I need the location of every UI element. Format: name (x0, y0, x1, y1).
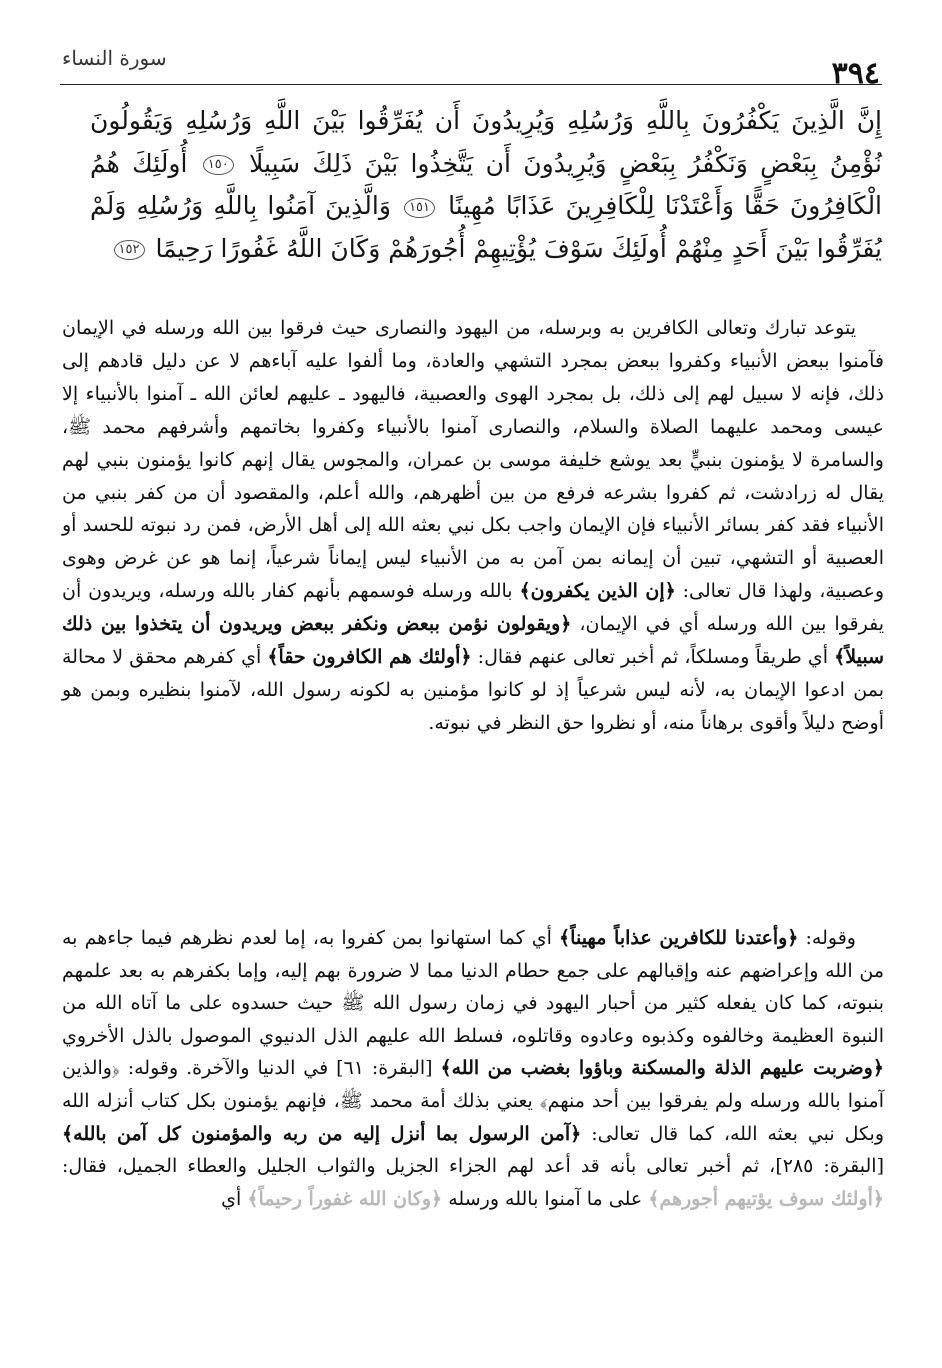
quran-quote: ﴿وأعتدنا للكافرين عذاباً مهيناً﴾ (559, 927, 799, 949)
page-header (62, 38, 880, 91)
verse-number-marker: ١٥٢ (114, 240, 145, 260)
header-divider (60, 84, 882, 85)
quran-quote: ﴿آمن الرسول بما أنزل إليه من ربه والمؤمنون كل آمن بالله﴾ (62, 1122, 582, 1145)
verse-150-text: إِنَّ الَّذِينَ يَكْفُرُونَ بِاللَّهِ وَرُسُلِهِ وَيُرِيدُونَ أَن يُفَرِّقُوا بَيْنَ اللَّهِ وَرُسُلِهِ وَيَقُولُونَ نُؤْمِنُ بِبَعْضٍ وَنَكْفُرُ بِبَعْضٍ وَيُرِيدُونَ أَن يَتَّخِذُوا بَيْنَ ذَلِكَ سَبِيلًا (90, 106, 882, 178)
tafsir-text: أي طريقاً ومسلكاً، ثم أخبر تعالى عنهم فقال: (471, 646, 835, 669)
quran-quote: ﴿إن الذين يكفرون﴾ (519, 580, 676, 603)
quran-quote: ﴿أولئك هم الكافرون حقاً﴾ (267, 646, 472, 669)
verse-number-marker: ١٥١ (404, 198, 435, 218)
page-number: ٣٩٤ (831, 56, 880, 91)
quran-quote: ﴿وكان الله غفوراً رحيماً﴾ (247, 1187, 443, 1210)
tafsir-text: يتوعد تبارك وتعالى الكافرين به وبرسله، من اليهود والنصارى حيث فرقوا بين الله ورسله في الإيمان فآمنوا ببعض الأنبياء وكفروا ببعض بمجرد التشهي والعادة، وما ألفوا عليه آباءهم لا عن دليل قادهم إلى ذلك، فإنه لا سبيل لهم إلى ذلك، بل بمجرد الهوى والعصبية، فاليهود ـ عليهم لعائن الله ـ آمنوا بالأنبياء إلا عيسى ومحمد عليهما الصلاة والسلام، والنصارى آمنوا بالأنبياء وكفروا بخاتمهم وأشرفهم محمد ﷺ، والسامرة لا يؤمنون بنبيٍّ بعد يوشع خليفة موسى بن عمران، والمجوس يقال إنهم كانوا يؤمنون بنبي لهم يقال له زرادشت، ثم كفروا بشرعه فرفع من بين أظهرهم، والله أعلم، والمقصود أن من كفر بنبي من الأنبياء فقد كفر بسائر الأنبياء فإن الإيمان واجب بكل نبي بعثه الله إلى أهل الأرض، فمن رد نبوته للحسد أو العصبية أو التشهي، تبين أن إيمانه بمن آمن به من الأنبياء ليس إيماناً شرعياً، إنما هو عن غرض وهوى وعصبية، ولهذا قال تعالى: (62, 317, 884, 603)
tafsir-text: وقوله: (798, 927, 856, 949)
quran-verses (90, 100, 882, 270)
tafsir-paragraph-2 (62, 922, 884, 1215)
verse-151-text: أُولَئِكَ هُمُ الْكَافِرُونَ حَقًّا وَأَعْتَدْنَا لِلْكَافِرِينَ عَذَابًا مُهِينًا (90, 148, 883, 220)
quran-quote: ﴿وضربت عليهم الذلة والمسكنة وباؤوا بغضب من الله﴾ (440, 1057, 884, 1080)
quran-quote: ﴿ويقولون نؤمن ببعض ونكفر ببعض ويريدون أن يتخذوا بين ذلك سبيلاً﴾ (62, 613, 884, 669)
tafsir-text: أي كما استهانوا بمن كفروا به، إما لعدم نظرهم فيما جاءهم به من الله وإعراضهم عنه وإقبالهم على جمع حطام الدنيا مما لا ضرورة بهم إليه، وإما بكفرهم به بعد علمهم بنبوته، كما كان يفعله كثير من أحبار اليهود في زمان رسول الله ﷺ حيث حسدوه على ما آتاه الله من النبوة العظيمة وخالفوه وكذبوه وعادوه وقاتلوه، فسلط الله عليهم الذل الدنيوي الموصول بالذل الأخروي (62, 927, 884, 1047)
tafsir-paragraph-1 (62, 312, 884, 740)
tafsir-text: [البقرة: ٢٨٥]، ثم أخبر تعالى بأنه قد أعد لهم الجزاء الجزيل والثواب الجليل والعطاء الجميل، فقال: (62, 1155, 884, 1178)
surah-name: سورة النساء (62, 46, 167, 70)
tafsir-text: على ما آمنوا بالله ورسله (442, 1187, 649, 1210)
tafsir-text: أي كفرهم محقق لا محالة بمن ادعوا الإيمان به، لأنه ليس شرعياً إذ لو كانوا مؤمنين به لكونه رسول الله، لآمنوا بنظيره وبمن هو أوضح دليلاً وأقوى برهاناً منه، أو نظروا حق النظر في نبوته. (62, 646, 884, 734)
verse-number-marker: ١٥٠ (203, 155, 234, 175)
tafsir-text: أي (221, 1187, 248, 1210)
quran-quote: ﴿أولئك سوف يؤتيهم أجورهم﴾ (648, 1187, 884, 1210)
verse-152-text: وَالَّذِينَ آمَنُوا بِاللَّهِ وَرُسُلِهِ وَلَمْ يُفَرِّقُوا بَيْنَ أَحَدٍ مِنْهُمْ أُولَئِكَ سَوْفَ يُؤْتِيهِمْ أُجُورَهُمْ وَكَانَ اللَّهُ غَفُورًا رَحِيمًا (90, 191, 882, 263)
tafsir-text: [البقرة: ٦١] في الدنيا والآخرة. وقوله: ﴿والذين آمنوا بالله ورسله ولم يفرقوا بين أحد منهم﴾ يعني بذلك أمة محمد ﷺ، فإنهم يؤمنون بكل كتاب أنزله الله وبكل نبي بعثه الله، كما قال تعالى: (62, 1057, 884, 1145)
tafsir-text: بالله ورسله فوسمهم بأنهم كفار بالله ورسله، ويريدون أن يفرقوا بين الله ورسله أي في الإيمان، (62, 580, 884, 636)
